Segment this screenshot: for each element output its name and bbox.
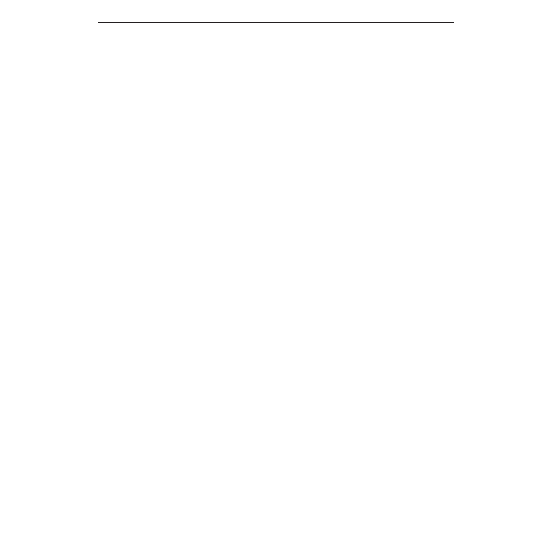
page-header bbox=[98, 0, 454, 23]
